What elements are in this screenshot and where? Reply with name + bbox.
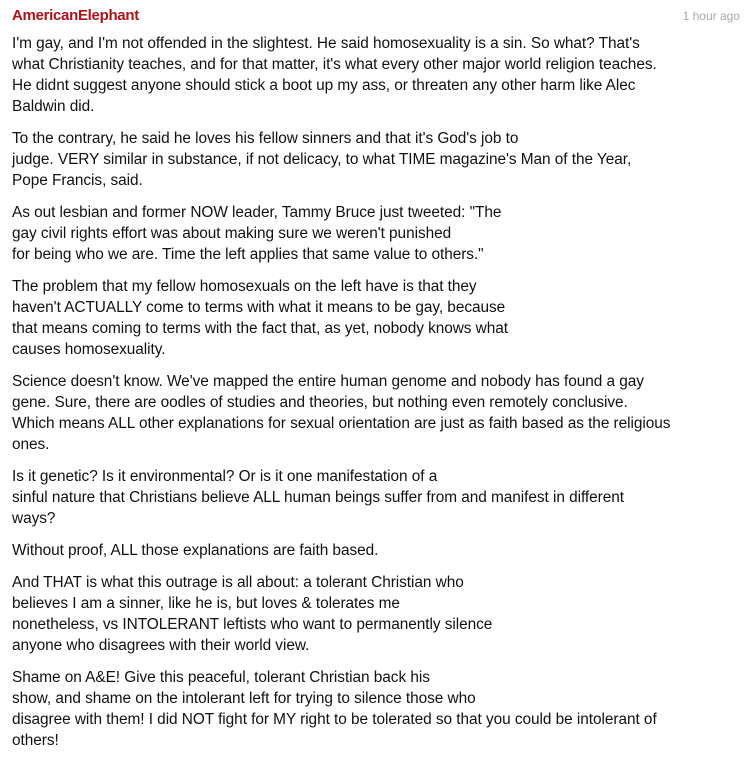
text-line: Science doesn't know. We've mapped the entire human genome and nobody has found a gay	[12, 373, 644, 390]
text-line: judge. VERY similar in substance, if not delicacy, to what TIME magazine's Man of the Year,	[12, 151, 632, 168]
text-line: Shame on A&E! Give this peaceful, tolerant Christian back his	[12, 669, 430, 686]
paragraph-5	[12, 371, 746, 455]
comment-body	[12, 33, 746, 762]
text-line: show, and shame on the intolerant left for trying to silence those who	[12, 690, 476, 707]
author-name[interactable]: AmericanElephant	[12, 7, 139, 24]
text-line: nonetheless, vs INTOLERANT leftists who want to permanently silence	[12, 616, 493, 633]
text-line: others!	[12, 732, 59, 749]
text-line: what Christianity teaches, and for that matter, it's what every other major world religion teaches.	[12, 56, 657, 73]
text-line: Is it genetic? Is it environmental? Or is it one manifestation of a	[12, 468, 438, 485]
text-line: haven't ACTUALLY come to terms with what it means to be gay, because	[12, 299, 506, 316]
text-line: Pope Francis, said.	[12, 172, 143, 189]
text-line: And THAT is what this outrage is all about: a tolerant Christian who	[12, 574, 464, 591]
text-line: Without proof, ALL those explanations are faith based.	[12, 542, 379, 559]
text-line: causes homosexuality.	[12, 341, 166, 358]
comment-header	[12, 7, 740, 27]
paragraph-4	[12, 276, 746, 360]
paragraph-9	[12, 667, 746, 751]
timestamp[interactable]: 1 hour ago	[682, 9, 740, 23]
text-line: The problem that my fellow homosexuals on the left have is that they	[12, 278, 477, 295]
text-line: that means coming to terms with the fact that, as yet, nobody knows what	[12, 320, 508, 337]
text-line: anyone who disagrees with their world view.	[12, 637, 310, 654]
text-line: for being who we are. Time the left applies that same value to others."	[12, 246, 484, 263]
paragraph-1	[12, 33, 746, 117]
text-line: believes I am a sinner, like he is, but loves & tolerates me	[12, 595, 400, 612]
paragraph-7	[12, 540, 746, 561]
text-line: I'm gay, and I'm not offended in the slightest. He said homosexuality is a sin. So what? That's	[12, 35, 640, 52]
paragraph-2	[12, 128, 746, 191]
text-line: To the contrary, he said he loves his fellow sinners and that it's God's job to	[12, 130, 519, 147]
text-line: He didnt suggest anyone should stick a boot up my ass, or threaten any other harm like Alec	[12, 77, 636, 94]
text-line: gene. Sure, there are oodles of studies and theories, but nothing even remotely conclusive.	[12, 394, 628, 411]
text-line: Which means ALL other explanations for sexual orientation are just as faith based as the religious	[12, 415, 671, 432]
text-line: As out lesbian and former NOW leader, Tammy Bruce just tweeted: "The	[12, 204, 502, 221]
text-line: ways?	[12, 510, 56, 527]
text-line: sinful nature that Christians believe ALL human beings suffer from and manifest in different	[12, 489, 624, 506]
text-line: ones.	[12, 436, 50, 453]
paragraph-8	[12, 572, 746, 656]
paragraph-6	[12, 466, 746, 529]
text-line: gay civil rights effort was about making sure we weren't punished	[12, 225, 452, 242]
text-line: disagree with them! I did NOT fight for MY right to be tolerated so that you could be intolerant of	[12, 711, 657, 728]
paragraph-3	[12, 202, 746, 265]
text-line: Baldwin did.	[12, 98, 95, 115]
